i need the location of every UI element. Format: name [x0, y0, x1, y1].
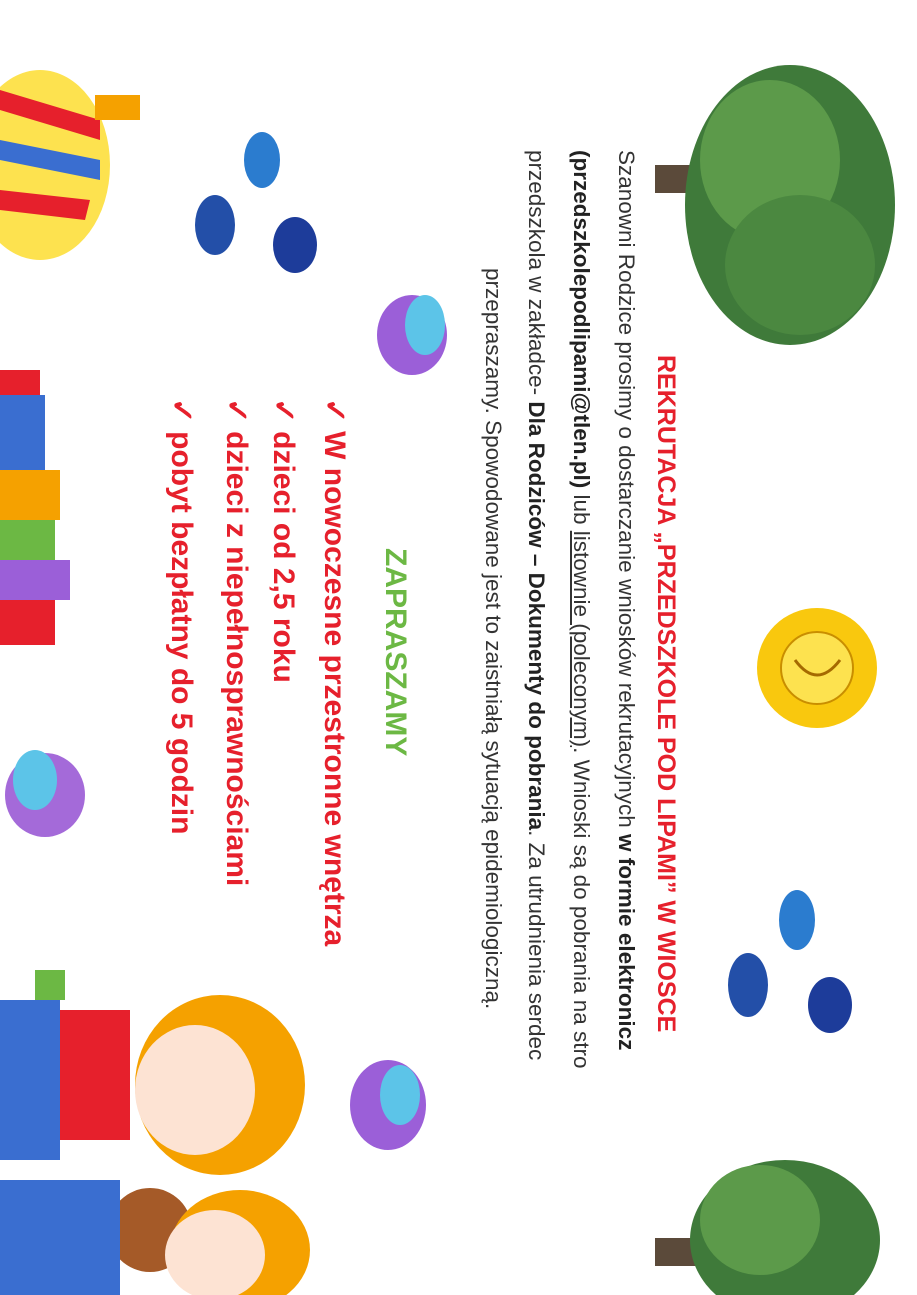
check-icon: ✓: [318, 398, 351, 424]
paragraph-line-1: [613, 150, 639, 1050]
paragraph-text: . Za utrudnienia serdec: [524, 830, 549, 1061]
feature-label: pobyt bezpłatny do 5 godzin: [165, 431, 198, 835]
paragraph-text: przedszkola w zakładce-: [524, 150, 549, 402]
paragraph-emphasis: w formie elektronicz: [614, 834, 639, 1051]
paragraph-line-3: [523, 150, 549, 1060]
paragraph-text: Szanowni Rodzice prosimy o dostarczanie wniosków rekrutacyjnych: [614, 150, 639, 835]
flyer-title: REKRUTACJA „PRZEDSZKOLE POD LIPAMI” W WIOSCE: [652, 355, 680, 1033]
paragraph-line-4: przepraszamy. Spowodowane jest to zaistniałą sytuacją epidemiologiczną.: [481, 268, 506, 1010]
invite-heading: ZAPRASZAMY: [379, 548, 412, 757]
paragraph-text: . Wnioski są do pobrania na stro: [569, 747, 594, 1069]
paragraph-text: lub: [569, 488, 594, 531]
check-icon: ✓: [267, 398, 300, 424]
paragraph-line-2: [568, 150, 594, 1069]
paragraph-emphasis: Dla Rodziców – Dokumenty do pobrania: [524, 401, 549, 831]
feature-item: [266, 398, 301, 683]
feature-label: dzieci z niepełnosprawnościami: [220, 431, 253, 887]
paragraph-underlined: listownie (poleconym): [569, 530, 594, 748]
feature-label: dzieci od 2,5 roku: [267, 431, 300, 683]
feature-item: [164, 398, 199, 834]
check-icon: ✓: [220, 398, 253, 424]
email-address: (przedszkolepodlipami@tlen.pl): [569, 150, 594, 489]
feature-label: W nowoczesne przestronne wnętrza: [318, 431, 351, 947]
check-icon: ✓: [165, 398, 198, 424]
feature-item: [317, 398, 352, 946]
feature-item: [219, 398, 254, 886]
